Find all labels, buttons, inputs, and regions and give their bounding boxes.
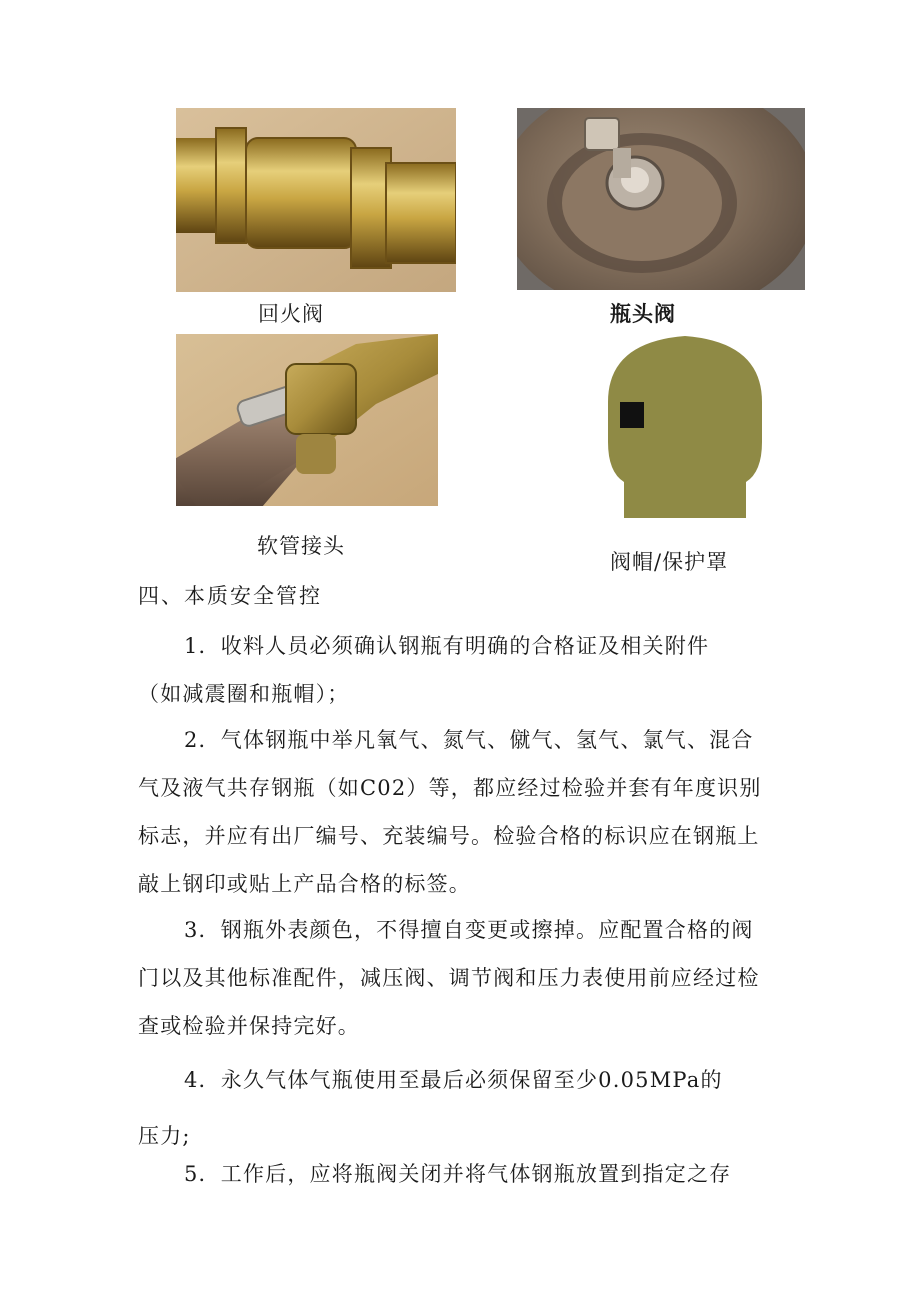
- paragraph-4: [138, 1052, 788, 1164]
- paragraph-line: 压力;: [138, 1124, 191, 1148]
- flashback-valve-caption: 回火阀: [258, 302, 324, 326]
- flashback-valve-photo: [176, 108, 456, 292]
- paragraph-line: 3．钢瓶外表颜色，不得擅自变更或擦掉。应配置合格的阀: [184, 918, 754, 942]
- section-heading: 四、本质安全管控: [138, 584, 322, 608]
- paragraph-line: 2．气体钢瓶中举凡氧气、氮气、僦气、氢气、氯气、混合: [184, 728, 754, 752]
- valve-cap-illustration: [604, 332, 766, 518]
- cylinder-valve-photo: [517, 108, 805, 290]
- paragraph-line: 查或检验并保持完好。: [138, 1014, 360, 1038]
- paragraph-line: 1．收料人员必须确认钢瓶有明确的合格证及相关附件: [184, 634, 710, 658]
- valve-cap-caption: 阀帽/保护罩: [610, 550, 729, 574]
- paragraph-line: 4．永久气体气瓶使用至最后必须保留至少0.05MPa的: [184, 1068, 723, 1092]
- hose-connector-caption: 软管接头: [257, 534, 345, 558]
- paragraph-line: 敲上钢印或贴上产品合格的标签。: [138, 872, 471, 896]
- paragraph-line: 5．工作后，应将瓶阀关闭并将气体钢瓶放置到指定之存: [184, 1162, 732, 1186]
- paragraph-2: [138, 716, 788, 908]
- paragraph-1: [138, 622, 788, 718]
- hose-connector-photo: [176, 334, 438, 506]
- paragraph-3: [138, 906, 788, 1050]
- paragraph-line: （如减震圈和瓶帽）；: [138, 682, 350, 706]
- paragraph-line: 标志，并应有出厂编号、充装编号。检验合格的标识应在钢瓶上: [138, 824, 760, 848]
- paragraph-line: 气及液气共存钢瓶（如C02）等，都应经过检验并套有年度识别: [138, 776, 762, 800]
- cylinder-valve-caption: 瓶头阀: [610, 301, 676, 326]
- paragraph-line: 门以及其他标准配件，减压阀、调节阀和压力表使用前应经过检: [138, 966, 760, 990]
- paragraph-5: [138, 1150, 788, 1198]
